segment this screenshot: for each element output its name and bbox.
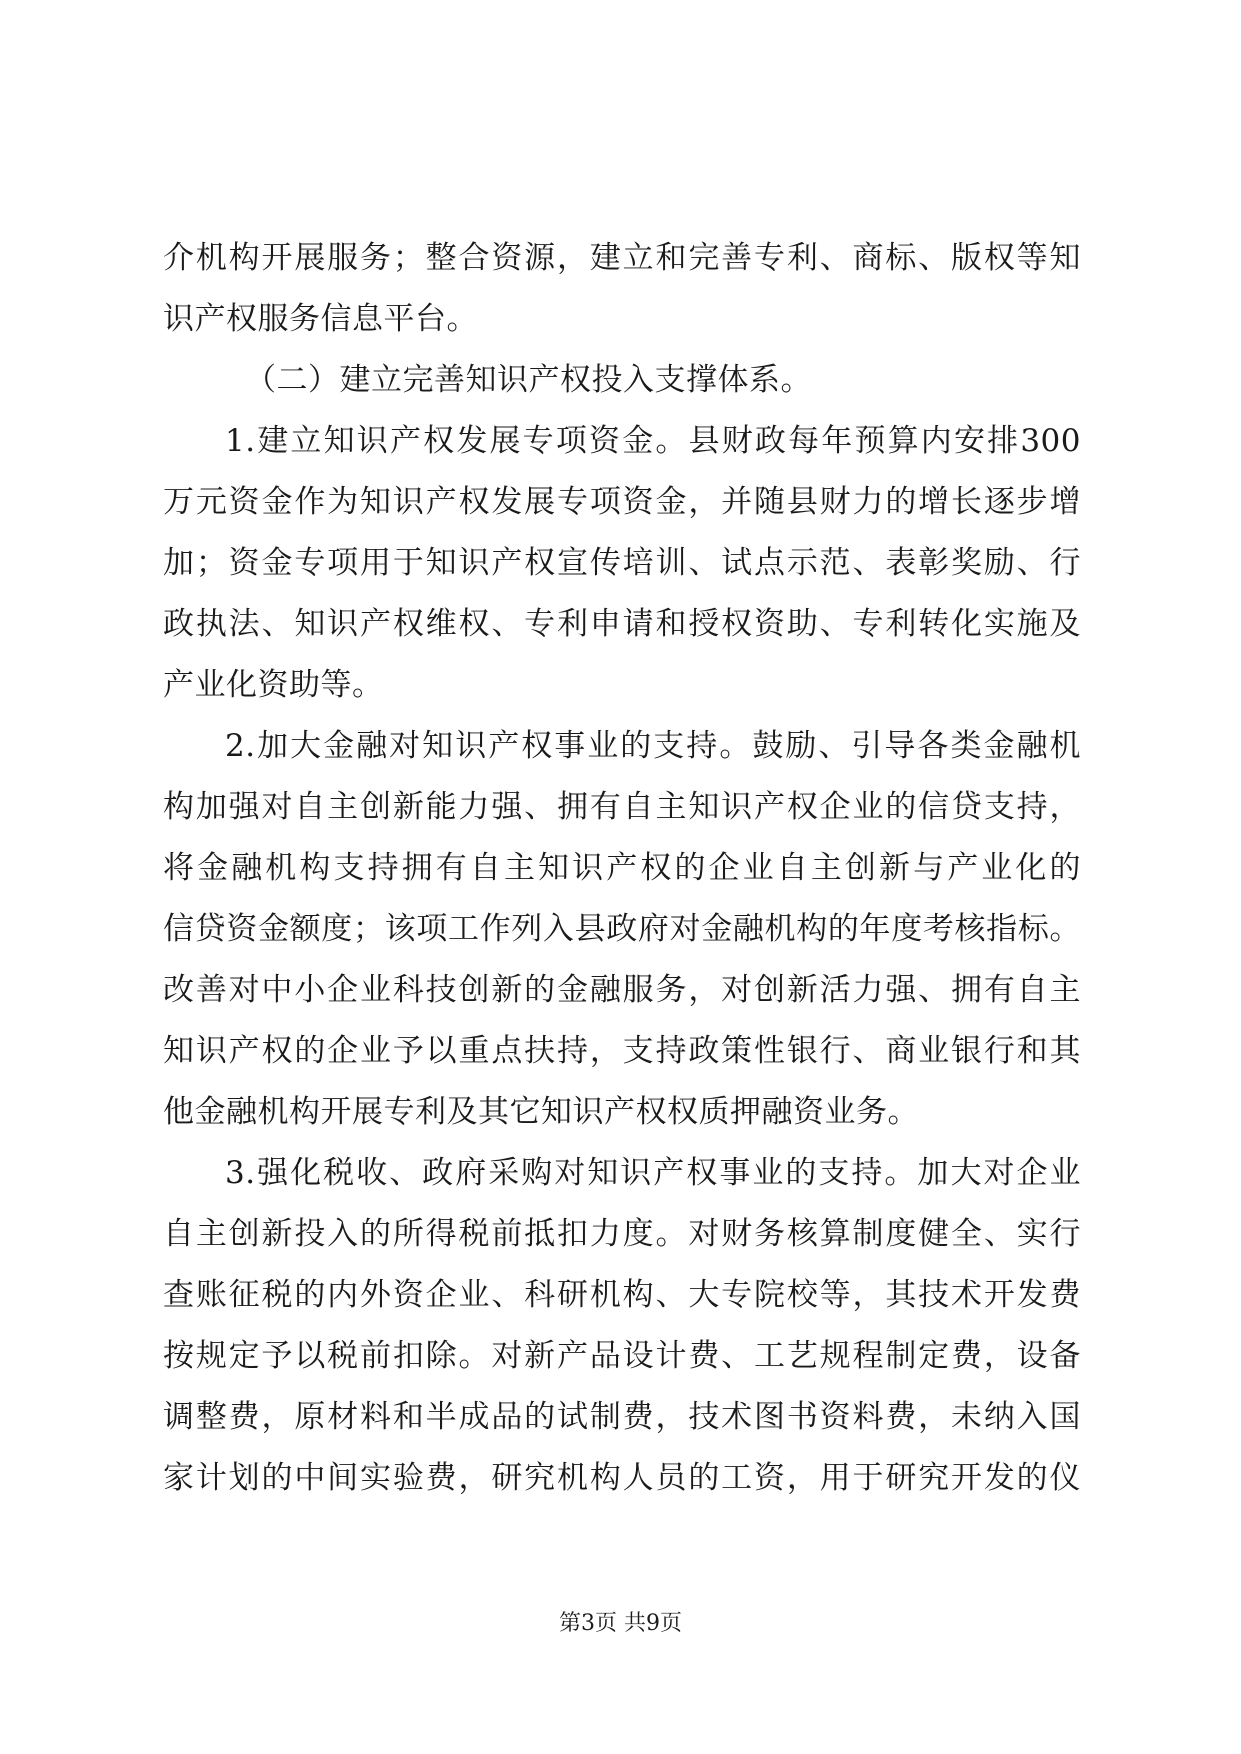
text-line: 将金融机构支持拥有自主知识产权的企业自主创新与产业化的 [163,850,1081,886]
text-line: 按规定予以税前扣除。对新产品设计费、工艺规程制定费，设备 [163,1338,1081,1374]
document-body [163,228,1081,1509]
text-line: 产业化资助等。 [163,667,384,703]
text-line: 识产权服务信息平台。 [163,301,478,337]
text-line: 知识产权的企业予以重点扶持，支持政策性银行、商业银行和其 [163,1033,1081,1069]
text-line: 信贷资金额度；该项工作列入县政府对金融机构的年度考核指标。 [163,911,1081,947]
paragraph-start: 3.强化税收、政府采购对知识产权事业的支持。加大对企业 [225,1155,1081,1191]
text-line: 改善对中小企业科技创新的金融服务，对创新活力强、拥有自主 [163,972,1081,1008]
text-line: 政执法、知识产权维权、专利申请和授权资助、专利转化实施及 [163,606,1081,642]
text-line: 万元资金作为知识产权发展专项资金，并随县财力的增长逐步增 [163,484,1081,520]
paragraph-start: 1.建立知识产权发展专项资金。县财政每年预算内安排300 [225,423,1081,459]
text-line: 他金融机构开展专利及其它知识产权权质押融资业务。 [163,1094,919,1130]
text-line: 查账征税的内外资企业、科研机构、大专院校等，其技术开发费 [163,1277,1081,1313]
text-line: 介机构开展服务；整合资源，建立和完善专利、商标、版权等知 [163,240,1081,276]
text-line: 构加强对自主创新能力强、拥有自主知识产权企业的信贷支持， [163,789,1081,825]
section-heading: （二）建立完善知识产权投入支撑体系。 [245,362,812,398]
page-number: 第3页 共9页 [559,1611,682,1636]
paragraph-start: 2.加大金融对知识产权事业的支持。鼓励、引导各类金融机 [225,728,1081,764]
text-line: 自主创新投入的所得税前抵扣力度。对财务核算制度健全、实行 [163,1216,1081,1252]
text-line: 家计划的中间实验费，研究机构人员的工资，用于研究开发的仪 [163,1460,1081,1496]
text-line: 调整费，原材料和半成品的试制费，技术图书资料费，未纳入国 [163,1399,1081,1435]
text-line: 加；资金专项用于知识产权宣传培训、试点示范、表彰奖励、行 [163,545,1081,581]
